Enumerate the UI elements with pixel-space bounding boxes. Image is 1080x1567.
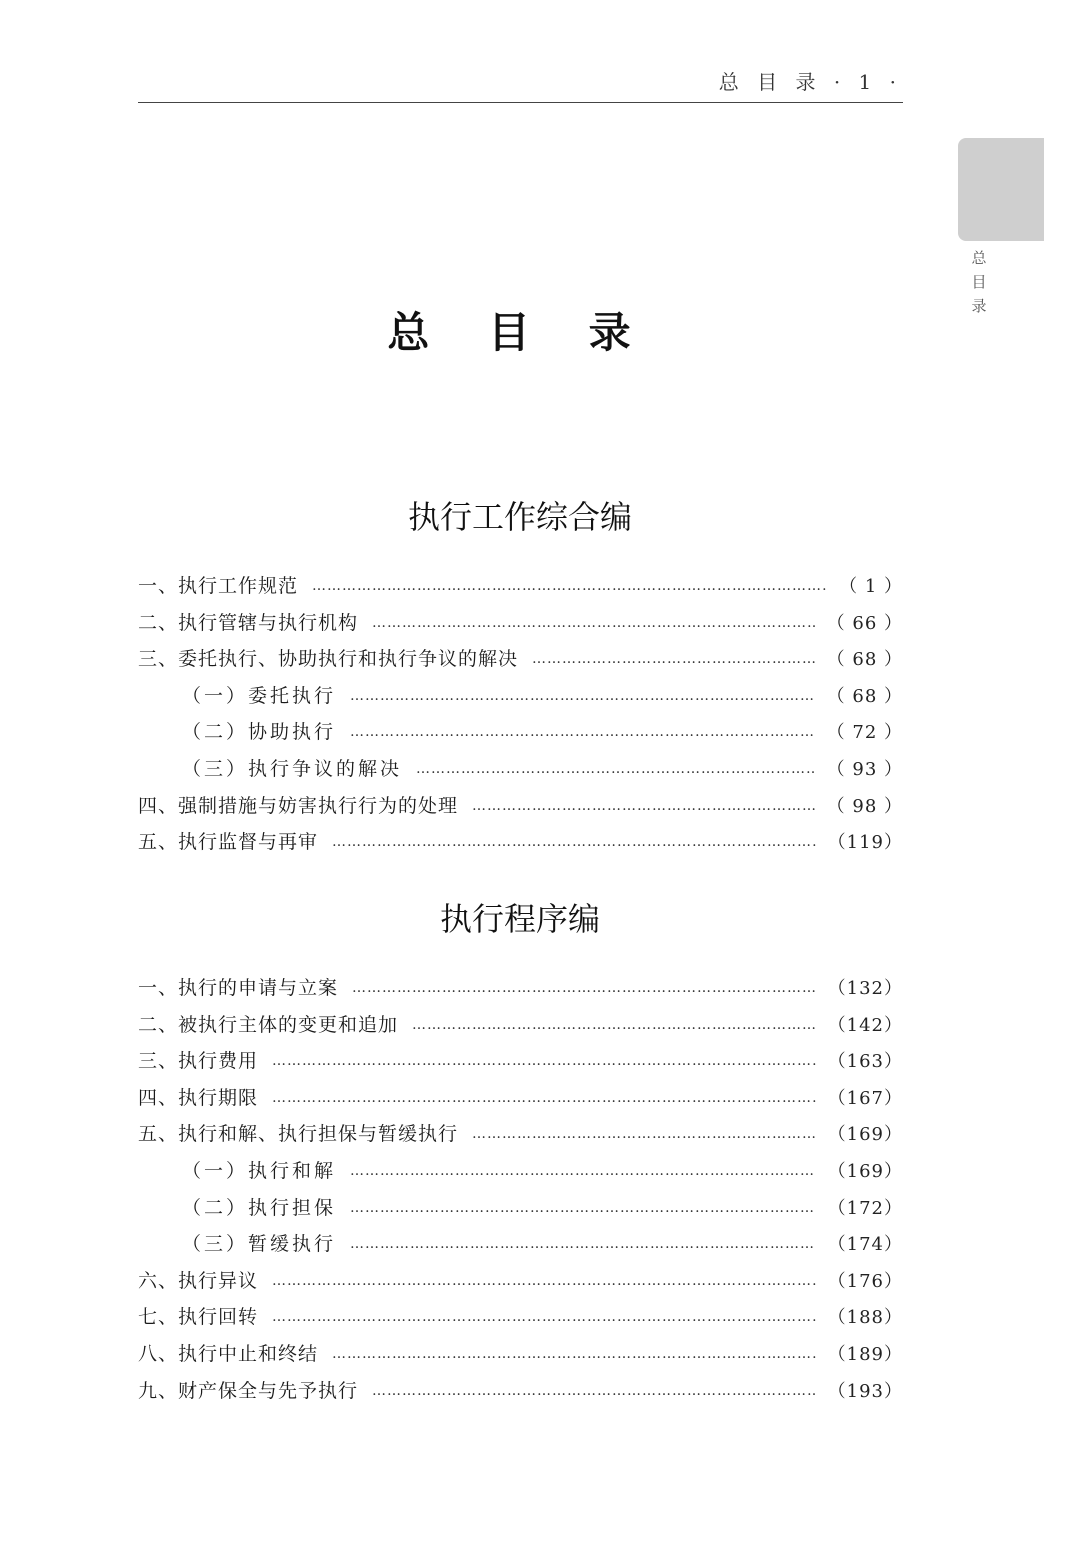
leader-dots [350, 1190, 816, 1227]
page-number: （169） [827, 1124, 903, 1146]
entry-label: 一、执行的申请与立案 [138, 977, 339, 999]
toc-subentry[interactable] [138, 678, 903, 715]
toc-entry[interactable] [138, 1007, 903, 1044]
leader-dots [352, 970, 816, 1007]
entry-label: （三）执行争议的解决 [182, 757, 403, 780]
toc-entry[interactable] [138, 1299, 903, 1336]
toc-entry[interactable] [138, 788, 903, 825]
page-number: （169） [827, 1160, 903, 1182]
toc-subentry[interactable] [138, 1190, 903, 1227]
toc-entry[interactable] [138, 1116, 903, 1153]
leader-dots [272, 1263, 816, 1300]
entry-label: 一、执行工作规范 [138, 575, 299, 597]
entry-label: 五、执行和解、执行担保与暂缓执行 [138, 1123, 459, 1146]
leader-dots [332, 824, 816, 861]
page-number: （193） [827, 1380, 903, 1402]
entry-label: 二、被执行主体的变更和追加 [138, 1013, 399, 1036]
leader-dots [272, 1080, 816, 1117]
toc-entry[interactable] [138, 1373, 903, 1410]
entry-label: 二、执行管辖与执行机构 [138, 611, 359, 634]
leader-dots [472, 1116, 816, 1153]
page-number: （176） [827, 1270, 903, 1292]
toc-subentry[interactable] [138, 1226, 903, 1263]
leader-dots [416, 751, 815, 788]
page-number: （167） [827, 1087, 903, 1109]
entry-label: 四、执行期限 [138, 1086, 259, 1109]
toc-subentry[interactable] [138, 714, 903, 751]
page-number: （189） [827, 1343, 903, 1365]
entry-label: （二）协助执行 [182, 721, 337, 744]
side-tab-char: 目 [971, 273, 987, 291]
side-tab-char: 总 [971, 249, 987, 267]
entry-label: （一）执行和解 [182, 1159, 337, 1182]
entry-label: （三）暂缓执行 [182, 1233, 337, 1256]
entry-label: 四、强制措施与妨害执行行为的处理 [138, 794, 459, 817]
leader-dots [532, 641, 815, 678]
entry-label: （二）执行担保 [182, 1196, 337, 1219]
leader-dots [350, 1153, 816, 1190]
page-title: 总 目 录 [387, 308, 653, 357]
toc-entry[interactable] [138, 1043, 903, 1080]
entry-label: 三、执行费用 [138, 1050, 259, 1073]
leader-dots [312, 568, 827, 605]
leader-dots [332, 1336, 816, 1373]
toc-entry[interactable] [138, 605, 903, 642]
leader-dots [350, 1226, 816, 1263]
page-number: （142） [827, 1014, 903, 1036]
page-number: （ 66 ） [826, 612, 903, 634]
toc-entry[interactable] [138, 641, 903, 678]
page-number: （174） [827, 1234, 903, 1256]
toc-entry[interactable] [138, 970, 903, 1007]
running-head: 总 目 录 · 1 · [718, 70, 902, 94]
entry-label: 七、执行回转 [138, 1306, 259, 1329]
page-number: （188） [827, 1307, 903, 1329]
leader-dots [272, 1043, 816, 1080]
page-number: （ 72 ） [826, 722, 903, 744]
page-number: （119） [827, 832, 903, 854]
toc-list-general [138, 568, 903, 861]
page-number: （ 93 ） [826, 758, 903, 780]
leader-dots [350, 714, 815, 751]
side-tab-char: 录 [971, 297, 987, 315]
entry-label: （一）委托执行 [182, 684, 337, 707]
entry-label: 九、财产保全与先予执行 [138, 1379, 359, 1402]
entry-label: 八、执行中止和终结 [138, 1342, 319, 1365]
entry-label: 五、执行监督与再审 [138, 831, 319, 854]
side-tab [958, 138, 1044, 241]
page-number: （ 98 ） [826, 795, 903, 817]
section-title-general: 执行工作综合编 [407, 498, 632, 536]
toc-entry[interactable] [138, 1263, 903, 1300]
header-rule [138, 102, 903, 103]
toc-entry[interactable] [138, 824, 903, 861]
toc-subentry[interactable] [138, 1153, 903, 1190]
leader-dots [372, 1373, 816, 1410]
page-number: （ 68 ） [826, 685, 903, 707]
entry-label: 三、委托执行、协助执行和执行争议的解决 [138, 648, 519, 671]
page-number: （132） [827, 978, 903, 999]
toc-entry[interactable] [138, 1080, 903, 1117]
page-number: （ 1 ） [839, 576, 903, 597]
leader-dots [350, 678, 815, 715]
entry-label: 六、执行异议 [138, 1269, 259, 1292]
leader-dots [412, 1007, 816, 1044]
toc-list-procedure [138, 970, 903, 1409]
page-number: （163） [827, 1051, 903, 1073]
page-number: （172） [827, 1197, 903, 1219]
leader-dots [272, 1299, 816, 1336]
page-number: （ 68 ） [826, 649, 903, 671]
leader-dots [472, 788, 815, 825]
section-title-procedure: 执行程序编 [439, 900, 600, 938]
leader-dots [372, 605, 815, 642]
toc-entry[interactable] [138, 568, 903, 605]
toc-subentry[interactable] [138, 751, 903, 788]
toc-entry[interactable] [138, 1336, 903, 1373]
